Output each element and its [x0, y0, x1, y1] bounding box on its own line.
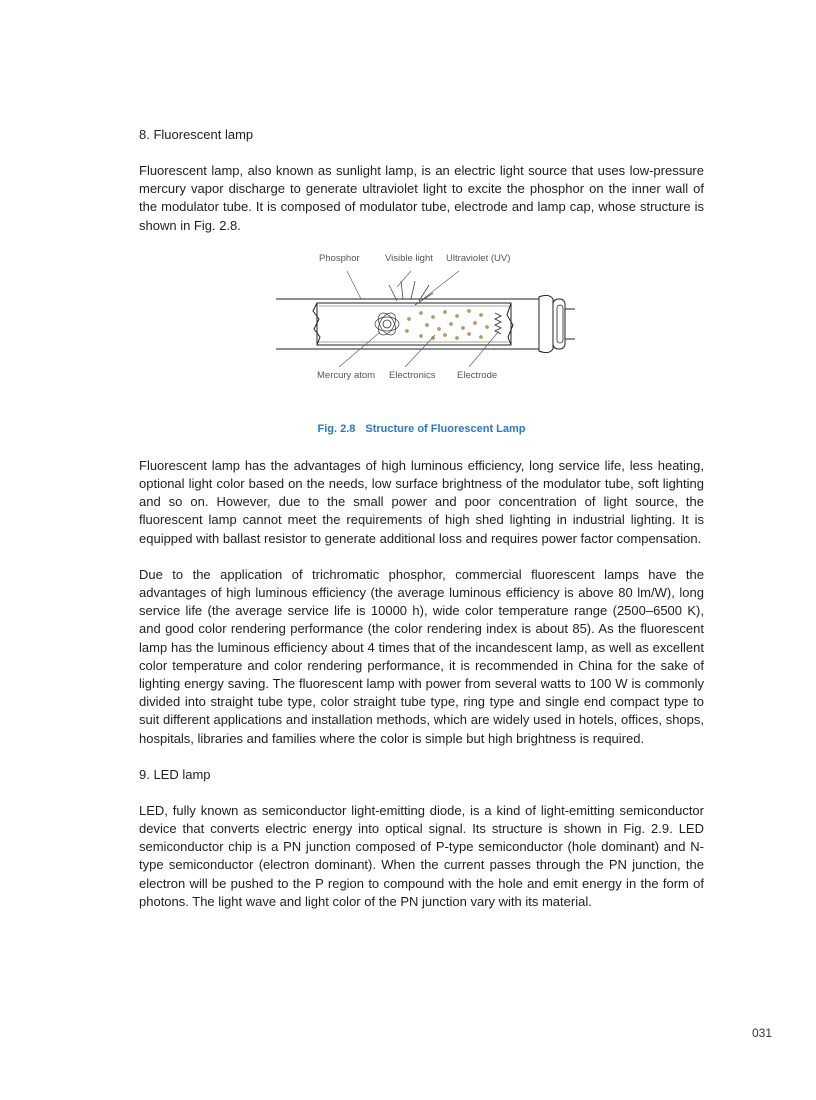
- caption-title: Structure of Fluorescent Lamp: [365, 422, 526, 435]
- label-visible-light: Visible light: [385, 252, 433, 264]
- paragraph-fluorescent-intro: Fluorescent lamp, also known as sunlight lamp, is an electric light source that uses low-pressure mercury vapor discharge to generate ultraviolet light to excite the phosphor on the inner wall of the modulator tube. It is composed of modulator tube, electrode and lamp cap, whose structure is shown in Fig. 2.8.: [139, 163, 704, 233]
- lamp-cap-mark: [539, 295, 575, 352]
- paragraph-fluorescent-advantages: Fluorescent lamp has the advantages of high luminous efficiency, long service life, less heating, optional light color based on the needs, low surface brightness of the modulator tube, soft lighting and so on. However, due to the small power and poor concentration of light source, the fluorescent lamp cannot meet the requirements of high shed lighting in industrial lighting. It is equipped with ballast resistor to generate additional loss and requires power factor compensation.: [139, 457, 704, 546]
- figure-fluorescent-lamp: [139, 249, 704, 417]
- label-ultraviolet: Ultraviolet (UV): [446, 252, 511, 264]
- figure-caption: [139, 423, 704, 435]
- label-electronics: Electronics: [389, 369, 436, 381]
- lamp-diagram: [139, 249, 704, 417]
- caption-number: Fig. 2.8: [317, 422, 356, 435]
- page-content: [139, 126, 704, 929]
- tube-cutaway: [317, 303, 511, 345]
- paragraph-fluorescent-trichromatic: Due to the application of trichromatic phosphor, commercial fluorescent lamps have the advantages of high luminous efficiency (the average luminous efficiency is above 80 lm/W), long service life (the average service life is 10000 h), wide color temperature range (2500–6500 K), and good color rendering performance (the color rendering index is about 85). As the fluorescent lamp has the luminous efficiency about 4 times that of the incandescent lamp, as well as excellent color temperature and color rendering performance, it is recommended in China for the sake of lighting energy saving. The fluorescent lamp with power from several watts to 100 W is commonly divided into straight tube type, color straight tube type, ring type and single end compact type to suit different applications and installation methods, which are widely used in hotels, offices, shops, hospitals, libraries and families where the color is simple but high brightness is required.: [139, 566, 704, 746]
- light-rays: [389, 281, 433, 305]
- section-heading-led: 9. LED lamp: [139, 766, 211, 782]
- label-electrode: Electrode: [457, 369, 498, 381]
- page-number: 031: [751, 1026, 772, 1040]
- label-mercury-atom: Mercury atom: [317, 369, 376, 381]
- label-phosphor: Phosphor: [319, 252, 360, 264]
- paragraph-led-intro: LED, fully known as semiconductor light-emitting diode, is a kind of light-emitting semiconductor device that converts electric energy into optical signal. Its structure is shown in Fig. 2.9. LED semiconductor chip is a PN junction composed of P-type semiconductor (hole dominant) and N-type semiconductor (electron dominant). When the current passes through the PN junction, the electron will be pushed to the P region to compound with the hole and emit energy in the form of photons. The light wave and light color of the PN junction vary with its material.: [139, 802, 704, 909]
- section-heading-fluorescent: 8. Fluorescent lamp: [139, 127, 254, 142]
